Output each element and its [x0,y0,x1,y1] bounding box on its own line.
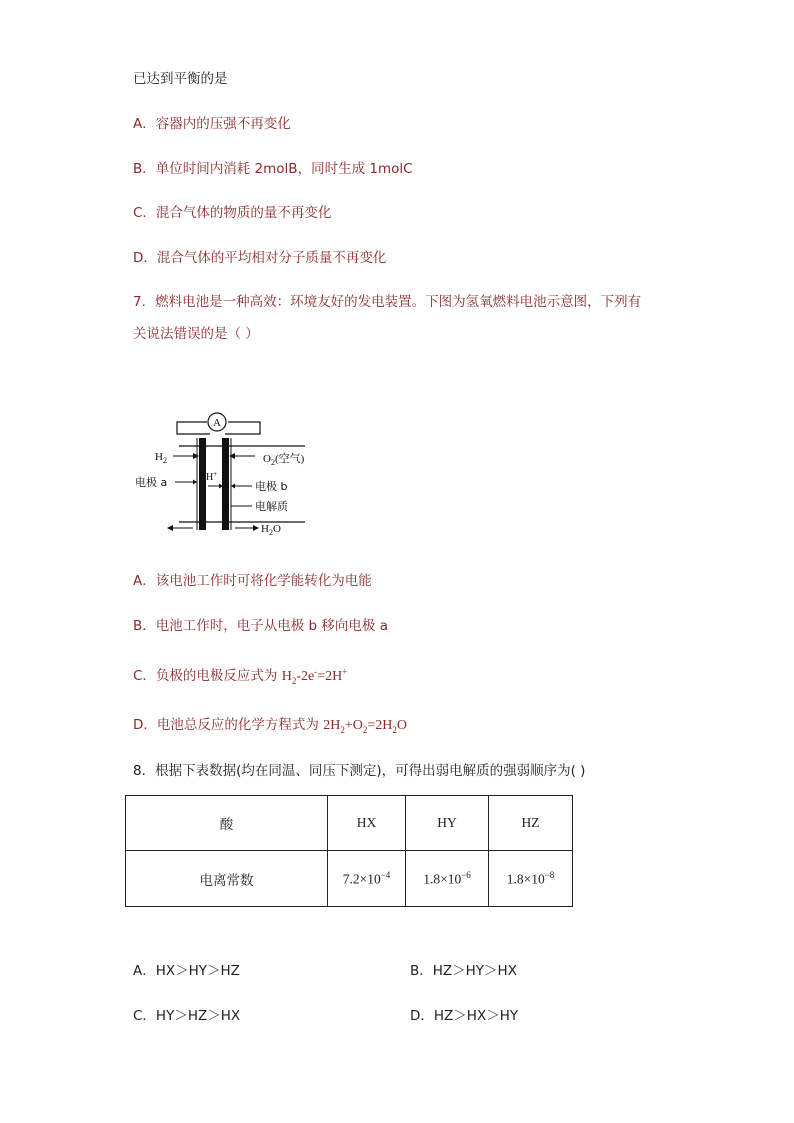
fuel-cell-diagram [135,410,335,540]
table-row-label: 电离常数 [126,851,328,907]
wire-left [177,422,207,434]
electrolyte-label: 电解质 [255,500,288,513]
hplus-label: H+ [206,470,218,483]
q7-option-c-formula: $H_2-2e^-=2H^+$ [281,666,348,686]
ammeter-label: A [213,417,221,429]
q6-option-c: C．混合气体的物质的量不再变化 [133,205,332,221]
table-header-cell: HY [406,796,489,851]
q7-stem-line1: 7．燃料电池是一种高效：环境友好的发电装置。下图为氢氧燃料电池示意图，下列有 [133,294,642,310]
electrode-b-bar [222,438,229,530]
table-header-row [126,796,573,851]
o2-label: $O_2$(空气) [263,453,305,467]
h2-label: $H_2$ [155,451,167,465]
table-cell: $7.2\times 10^{-4}$ [328,851,406,907]
table-cell: $1.8\times 10^{-8}$ [489,851,573,907]
electrode-a-bar [199,438,206,530]
q6-stem-tail: 已达到平衡的是 [133,71,228,87]
table-header-cell: HX [328,796,406,851]
q7-option-b: B．电池工作时，电子从电极 b 移向电极 a [133,618,388,634]
table-header-cell: 酸 [126,796,328,851]
table-header-cell: HZ [489,796,573,851]
q8-option-d: D．HZ＞HX＞HY [410,1008,519,1024]
electrode-b-label: 电极 b [255,480,288,493]
q7-stem-line2: 关说法错误的是（ ） [133,326,259,342]
wire-right [225,422,260,434]
q8-option-a: A．HX＞HY＞HZ [133,963,240,979]
q7-option-a: A．该电池工作时可将化学能转化为电能 [133,573,372,589]
ionization-constant-table [125,795,573,907]
table-row [126,851,573,907]
table-cell: $1.8\times 10^{-6}$ [406,851,489,907]
q8-option-c: C．HY＞HZ＞HX [133,1008,241,1024]
q8-option-b: B．HZ＞HY＞HX [410,963,517,979]
q6-option-a: A．容器内的压强不再变化 [133,116,291,132]
water-label: $H_2O$ [261,523,281,537]
q7-option-c: C．负极的电极反应式为 $H_2-2e^-=2H^+$ [133,666,348,686]
q8-stem: 8．根据下表数据(均在同温、同压下测定)，可得出弱电解质的强弱顺序为( ) [133,763,586,779]
q6-option-b: B．单位时间内消耗 2molB，同时生成 1molC [133,161,413,177]
q7-option-d: D．电池总反应的化学方程式为 $2H_2+O_2=2H_2O$ [133,717,407,735]
q6-option-d: D．混合气体的平均相对分子质量不再变化 [133,250,387,266]
q7-option-d-formula: $2H_2+O_2=2H_2O$ [323,718,407,735]
electrode-a-label: 电极 a [135,476,168,489]
